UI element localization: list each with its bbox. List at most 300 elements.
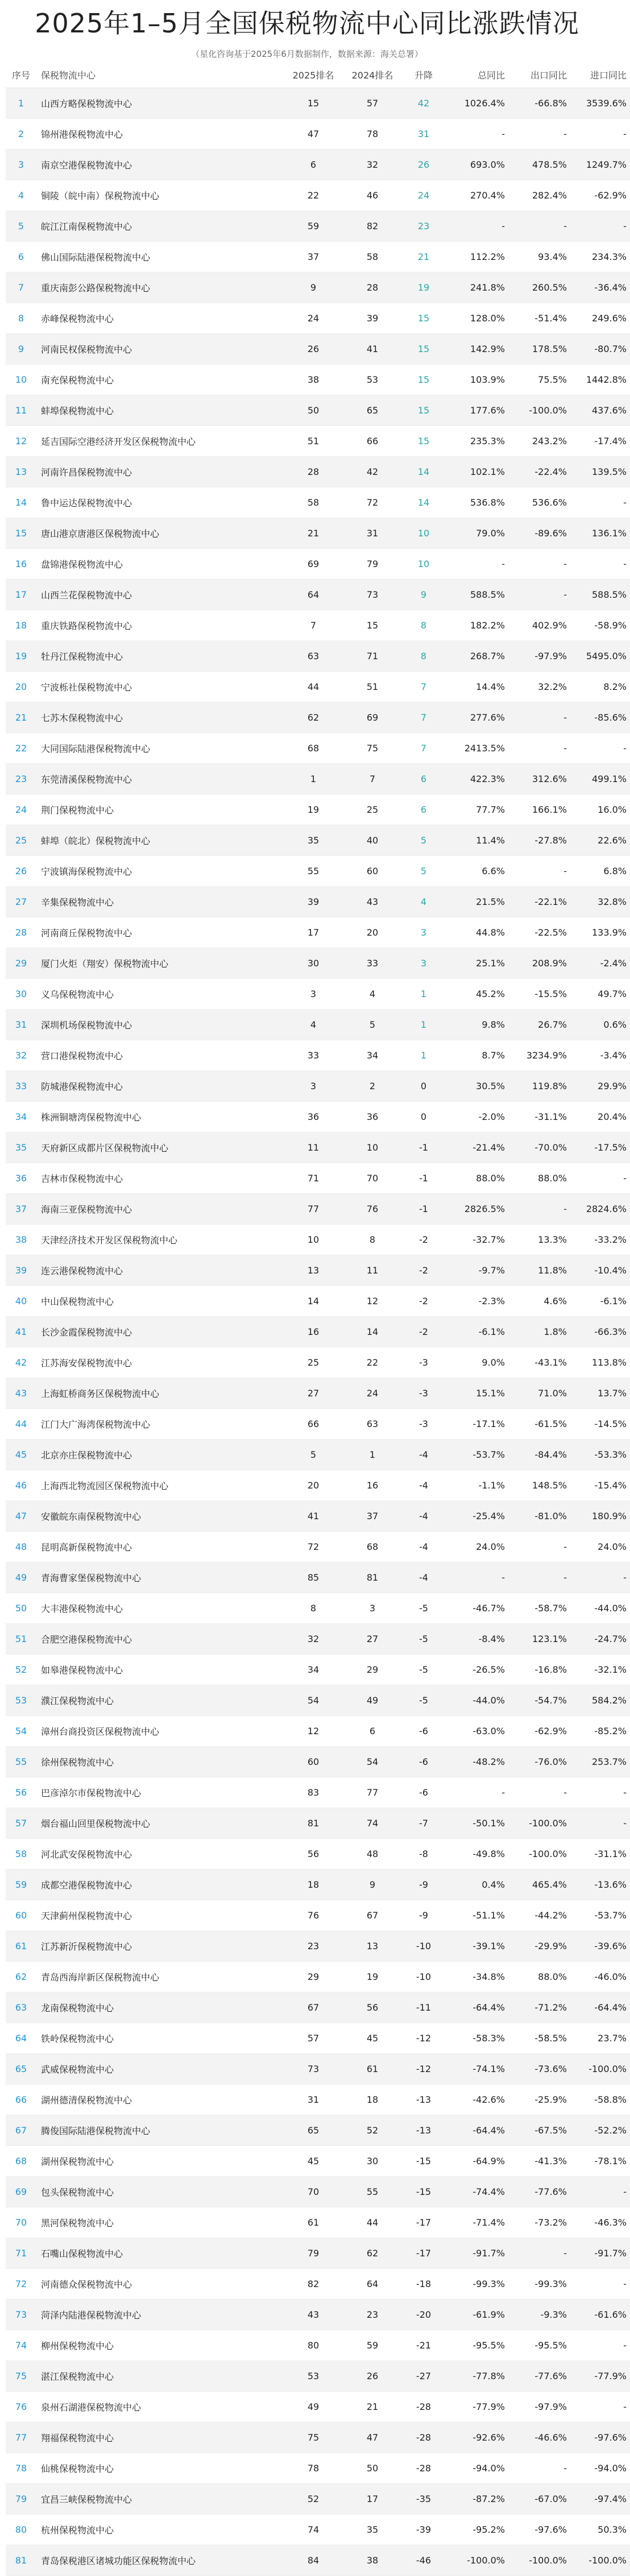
total-yoy-cell: -64.9% xyxy=(445,2146,508,2177)
total-yoy-cell: -44.0% xyxy=(445,1685,508,1716)
export-yoy-cell: -100.0% xyxy=(508,1808,570,1839)
import-yoy-cell: -100.0% xyxy=(570,2545,630,2576)
table-row xyxy=(6,1040,630,1071)
rank-2024-cell: 38 xyxy=(343,2545,402,2576)
table-row xyxy=(6,1255,630,1286)
table-row xyxy=(6,610,630,641)
row-index-cell: 8 xyxy=(6,303,36,334)
center-name-cell: 湛江保税物流中心 xyxy=(36,2361,284,2392)
row-index-cell: 14 xyxy=(6,487,36,518)
total-yoy-cell: -91.7% xyxy=(445,2238,508,2269)
center-name-cell: 南充保税物流中心 xyxy=(36,365,284,395)
table-row xyxy=(6,733,630,764)
header-export-yoy: 出口同比 xyxy=(508,61,570,88)
row-index-cell: 30 xyxy=(6,979,36,1010)
table-body xyxy=(6,88,630,2576)
rank-2025-cell: 62 xyxy=(284,702,343,733)
row-index-cell: 59 xyxy=(6,1870,36,1900)
center-name-cell: 天府新区成都片区保税物流中心 xyxy=(36,1132,284,1163)
rank-2024-cell: 48 xyxy=(343,1839,402,1870)
rank-2024-cell: 52 xyxy=(343,2115,402,2146)
rank-2024-cell: 56 xyxy=(343,1992,402,2023)
export-yoy-cell: -41.3% xyxy=(508,2146,570,2177)
row-index-cell: 40 xyxy=(6,1286,36,1317)
rank-2025-cell: 24 xyxy=(284,303,343,334)
rank-change-cell: -15 xyxy=(402,2146,445,2177)
rank-change-cell: -12 xyxy=(402,2023,445,2054)
rank-2025-cell: 36 xyxy=(284,1102,343,1132)
row-index-cell: 70 xyxy=(6,2207,36,2238)
import-yoy-cell: 6.8% xyxy=(570,856,630,887)
total-yoy-cell: -100.0% xyxy=(445,2545,508,2576)
center-name-cell: 七苏木保税物流中心 xyxy=(36,702,284,733)
rank-2025-cell: 20 xyxy=(284,1470,343,1501)
table-row xyxy=(6,1470,630,1501)
table-row xyxy=(6,979,630,1010)
total-yoy-cell: 2826.5% xyxy=(445,1194,508,1225)
rank-2024-cell: 78 xyxy=(343,119,402,150)
rank-2024-cell: 60 xyxy=(343,856,402,887)
export-yoy-cell: 243.2% xyxy=(508,426,570,457)
rank-2025-cell: 81 xyxy=(284,1808,343,1839)
row-index-cell: 20 xyxy=(6,672,36,702)
export-yoy-cell: -46.6% xyxy=(508,2422,570,2453)
total-yoy-cell: 14.4% xyxy=(445,672,508,702)
rank-change-cell: 14 xyxy=(402,457,445,487)
row-index-cell: 53 xyxy=(6,1685,36,1716)
import-yoy-cell: -3.4% xyxy=(570,1040,630,1071)
rank-change-cell: -21 xyxy=(402,2330,445,2361)
import-yoy-cell: -33.2% xyxy=(570,1225,630,1255)
row-index-cell: 36 xyxy=(6,1163,36,1194)
import-yoy-cell: - xyxy=(570,1163,630,1194)
import-yoy-cell: 3539.6% xyxy=(570,88,630,119)
rank-change-cell: 7 xyxy=(402,672,445,702)
rank-2024-cell: 75 xyxy=(343,733,402,764)
export-yoy-cell: -67.0% xyxy=(508,2484,570,2515)
rank-2025-cell: 26 xyxy=(284,334,343,365)
rank-2024-cell: 36 xyxy=(343,1102,402,1132)
export-yoy-cell: -81.0% xyxy=(508,1501,570,1532)
export-yoy-cell: - xyxy=(508,1777,570,1808)
center-name-cell: 菏泽内陆港保税物流中心 xyxy=(36,2300,284,2330)
table-row xyxy=(6,2207,630,2238)
center-name-cell: 延吉国际空港经济开发区保税物流中心 xyxy=(36,426,284,457)
import-yoy-cell: 113.8% xyxy=(570,1347,630,1378)
rank-2025-cell: 33 xyxy=(284,1040,343,1071)
import-yoy-cell: - xyxy=(570,549,630,580)
rank-change-cell: 15 xyxy=(402,365,445,395)
row-index-cell: 22 xyxy=(6,733,36,764)
row-index-cell: 69 xyxy=(6,2177,36,2207)
total-yoy-cell: -95.5% xyxy=(445,2330,508,2361)
import-yoy-cell: 24.0% xyxy=(570,1532,630,1562)
total-yoy-cell: - xyxy=(445,549,508,580)
import-yoy-cell: 588.5% xyxy=(570,580,630,610)
rank-2024-cell: 72 xyxy=(343,487,402,518)
table-row xyxy=(6,1808,630,1839)
rank-change-cell: -4 xyxy=(402,1532,445,1562)
table-row xyxy=(6,1992,630,2023)
rank-2024-cell: 6 xyxy=(343,1716,402,1747)
table-row xyxy=(6,702,630,733)
center-name-cell: 杭州保税物流中心 xyxy=(36,2515,284,2545)
row-index-cell: 41 xyxy=(6,1317,36,1347)
row-index-cell: 25 xyxy=(6,825,36,856)
center-name-cell: 包头保税物流中心 xyxy=(36,2177,284,2207)
center-name-cell: 北京亦庄保税物流中心 xyxy=(36,1440,284,1470)
rank-change-cell: -11 xyxy=(402,1992,445,2023)
rank-2024-cell: 31 xyxy=(343,518,402,549)
row-index-cell: 11 xyxy=(6,395,36,426)
center-name-cell: 天津蓟州保税物流中心 xyxy=(36,1900,284,1931)
center-name-cell: 合肥空港保税物流中心 xyxy=(36,1624,284,1655)
total-yoy-cell: -87.2% xyxy=(445,2484,508,2515)
table-row xyxy=(6,2177,630,2207)
table-row xyxy=(6,2515,630,2545)
rank-change-cell: -5 xyxy=(402,1593,445,1624)
rank-change-cell: 0 xyxy=(402,1071,445,1102)
import-yoy-cell: - xyxy=(570,1562,630,1593)
import-yoy-cell: -46.0% xyxy=(570,1962,630,1992)
rank-2024-cell: 26 xyxy=(343,2361,402,2392)
table-row xyxy=(6,1409,630,1440)
table-row xyxy=(6,1716,630,1747)
row-index-cell: 2 xyxy=(6,119,36,150)
rank-2025-cell: 44 xyxy=(284,672,343,702)
center-name-cell: 连云港保税物流中心 xyxy=(36,1255,284,1286)
import-yoy-cell: -32.1% xyxy=(570,1655,630,1685)
rank-2024-cell: 62 xyxy=(343,2238,402,2269)
total-yoy-cell: -95.2% xyxy=(445,2515,508,2545)
rank-change-cell: -5 xyxy=(402,1655,445,1685)
center-name-cell: 黑河保税物流中心 xyxy=(36,2207,284,2238)
export-yoy-cell: 71.0% xyxy=(508,1378,570,1409)
center-name-cell: 青海曹家堡保税物流中心 xyxy=(36,1562,284,1593)
total-yoy-cell: 128.0% xyxy=(445,303,508,334)
center-name-cell: 江门大广海湾保税物流中心 xyxy=(36,1409,284,1440)
rank-change-cell: -1 xyxy=(402,1132,445,1163)
rank-2024-cell: 7 xyxy=(343,764,402,795)
import-yoy-cell: -15.4% xyxy=(570,1470,630,1501)
export-yoy-cell: -77.6% xyxy=(508,2361,570,2392)
row-index-cell: 13 xyxy=(6,457,36,487)
table-header-row xyxy=(6,61,630,88)
import-yoy-cell: 437.6% xyxy=(570,395,630,426)
rank-2025-cell: 83 xyxy=(284,1777,343,1808)
total-yoy-cell: 112.2% xyxy=(445,242,508,272)
rank-2025-cell: 37 xyxy=(284,242,343,272)
rank-2024-cell: 8 xyxy=(343,1225,402,1255)
export-yoy-cell: 166.1% xyxy=(508,795,570,825)
table-row xyxy=(6,1440,630,1470)
rank-change-cell: 10 xyxy=(402,549,445,580)
export-yoy-cell: 148.5% xyxy=(508,1470,570,1501)
export-yoy-cell: -31.1% xyxy=(508,1102,570,1132)
rank-2024-cell: 17 xyxy=(343,2484,402,2515)
rank-change-cell: 1 xyxy=(402,1010,445,1040)
center-name-cell: 成都空港保税物流中心 xyxy=(36,1870,284,1900)
rank-2025-cell: 31 xyxy=(284,2085,343,2115)
rank-2024-cell: 57 xyxy=(343,88,402,119)
export-yoy-cell: 32.2% xyxy=(508,672,570,702)
rank-change-cell: -28 xyxy=(402,2453,445,2484)
center-name-cell: 仙桃保税物流中心 xyxy=(36,2453,284,2484)
total-yoy-cell: -2.3% xyxy=(445,1286,508,1317)
export-yoy-cell: -84.4% xyxy=(508,1440,570,1470)
row-index-cell: 1 xyxy=(6,88,36,119)
rank-2024-cell: 20 xyxy=(343,917,402,948)
rank-2025-cell: 56 xyxy=(284,1839,343,1870)
import-yoy-cell: 180.9% xyxy=(570,1501,630,1532)
import-yoy-cell: -17.5% xyxy=(570,1132,630,1163)
total-yoy-cell: 268.7% xyxy=(445,641,508,672)
center-name-cell: 青岛保税港区诸城功能区保税物流中心 xyxy=(36,2545,284,2576)
rank-2024-cell: 28 xyxy=(343,272,402,303)
total-yoy-cell: 79.0% xyxy=(445,518,508,549)
rank-2025-cell: 65 xyxy=(284,2115,343,2146)
row-index-cell: 26 xyxy=(6,856,36,887)
rank-change-cell: 3 xyxy=(402,917,445,948)
center-name-cell: 东莞清溪保税物流中心 xyxy=(36,764,284,795)
export-yoy-cell: -25.9% xyxy=(508,2085,570,2115)
table-row xyxy=(6,1685,630,1716)
table-row xyxy=(6,487,630,518)
import-yoy-cell: 136.1% xyxy=(570,518,630,549)
import-yoy-cell: -62.9% xyxy=(570,180,630,211)
import-yoy-cell: 23.7% xyxy=(570,2023,630,2054)
export-yoy-cell: -100.0% xyxy=(508,395,570,426)
total-yoy-cell: -50.1% xyxy=(445,1808,508,1839)
rank-2025-cell: 75 xyxy=(284,2422,343,2453)
import-yoy-cell: -31.1% xyxy=(570,1839,630,1870)
total-yoy-cell: -53.7% xyxy=(445,1440,508,1470)
rank-change-cell: 5 xyxy=(402,825,445,856)
export-yoy-cell: -97.6% xyxy=(508,2515,570,2545)
export-yoy-cell: 260.5% xyxy=(508,272,570,303)
import-yoy-cell: -53.3% xyxy=(570,1440,630,1470)
rank-2025-cell: 1 xyxy=(284,764,343,795)
rank-2025-cell: 4 xyxy=(284,1010,343,1040)
table-row xyxy=(6,180,630,211)
table-row xyxy=(6,1010,630,1040)
rank-change-cell: -17 xyxy=(402,2238,445,2269)
rank-change-cell: -7 xyxy=(402,1808,445,1839)
center-name-cell: 河南商丘保税物流中心 xyxy=(36,917,284,948)
rank-2025-cell: 12 xyxy=(284,1716,343,1747)
center-name-cell: 株洲铜塘湾保税物流中心 xyxy=(36,1102,284,1132)
row-index-cell: 74 xyxy=(6,2330,36,2361)
import-yoy-cell: -24.7% xyxy=(570,1624,630,1655)
import-yoy-cell: 234.3% xyxy=(570,242,630,272)
rank-change-cell: 14 xyxy=(402,487,445,518)
import-yoy-cell: -53.7% xyxy=(570,1900,630,1931)
table-row xyxy=(6,2392,630,2422)
rank-change-cell: -46 xyxy=(402,2545,445,2576)
export-yoy-cell: -67.5% xyxy=(508,2115,570,2146)
export-yoy-cell: -62.9% xyxy=(508,1716,570,1747)
total-yoy-cell: -17.1% xyxy=(445,1409,508,1440)
rank-2024-cell: 10 xyxy=(343,1132,402,1163)
row-index-cell: 27 xyxy=(6,887,36,917)
table-row xyxy=(6,887,630,917)
table-row xyxy=(6,672,630,702)
rank-2025-cell: 15 xyxy=(284,88,343,119)
table-row xyxy=(6,1777,630,1808)
export-yoy-cell: 119.8% xyxy=(508,1071,570,1102)
total-yoy-cell: -42.6% xyxy=(445,2085,508,2115)
total-yoy-cell: 2413.5% xyxy=(445,733,508,764)
row-index-cell: 51 xyxy=(6,1624,36,1655)
table-row xyxy=(6,2085,630,2115)
rank-2025-cell: 85 xyxy=(284,1562,343,1593)
export-yoy-cell: -76.0% xyxy=(508,1747,570,1777)
row-index-cell: 37 xyxy=(6,1194,36,1225)
import-yoy-cell: -80.7% xyxy=(570,334,630,365)
rank-change-cell: 24 xyxy=(402,180,445,211)
export-yoy-cell: - xyxy=(508,580,570,610)
rank-2024-cell: 2 xyxy=(343,1071,402,1102)
export-yoy-cell: - xyxy=(508,1532,570,1562)
rank-2024-cell: 11 xyxy=(343,1255,402,1286)
row-index-cell: 12 xyxy=(6,426,36,457)
total-yoy-cell: -6.1% xyxy=(445,1317,508,1347)
export-yoy-cell: -58.5% xyxy=(508,2023,570,2054)
rank-2024-cell: 54 xyxy=(343,1747,402,1777)
export-yoy-cell: -100.0% xyxy=(508,2545,570,2576)
rank-change-cell: 26 xyxy=(402,150,445,180)
rank-2024-cell: 12 xyxy=(343,1286,402,1317)
rank-2025-cell: 55 xyxy=(284,856,343,887)
export-yoy-cell: - xyxy=(508,119,570,150)
table-row xyxy=(6,1532,630,1562)
table-row xyxy=(6,2115,630,2146)
row-index-cell: 80 xyxy=(6,2515,36,2545)
rank-2024-cell: 71 xyxy=(343,641,402,672)
rank-2025-cell: 63 xyxy=(284,641,343,672)
export-yoy-cell: -29.9% xyxy=(508,1931,570,1962)
table-row xyxy=(6,1378,630,1409)
row-index-cell: 54 xyxy=(6,1716,36,1747)
table-row xyxy=(6,917,630,948)
center-name-cell: 河南许昌保税物流中心 xyxy=(36,457,284,487)
export-yoy-cell: 123.1% xyxy=(508,1624,570,1655)
export-yoy-cell: - xyxy=(508,549,570,580)
center-name-cell: 皖江江南保税物流中心 xyxy=(36,211,284,242)
total-yoy-cell: 11.4% xyxy=(445,825,508,856)
rank-2025-cell: 38 xyxy=(284,365,343,395)
rank-2024-cell: 23 xyxy=(343,2300,402,2330)
center-name-cell: 山西方略保税物流中心 xyxy=(36,88,284,119)
table-row xyxy=(6,457,630,487)
rank-2025-cell: 50 xyxy=(284,395,343,426)
center-name-cell: 佛山国际陆港保税物流中心 xyxy=(36,242,284,272)
import-yoy-cell: -36.4% xyxy=(570,272,630,303)
import-yoy-cell: 49.7% xyxy=(570,979,630,1010)
rank-2025-cell: 11 xyxy=(284,1132,343,1163)
table-row xyxy=(6,1102,630,1132)
rank-2025-cell: 66 xyxy=(284,1409,343,1440)
rank-change-cell: 15 xyxy=(402,334,445,365)
export-yoy-cell: 536.6% xyxy=(508,487,570,518)
rank-2025-cell: 64 xyxy=(284,580,343,610)
total-yoy-cell: 25.1% xyxy=(445,948,508,979)
export-yoy-cell: -89.6% xyxy=(508,518,570,549)
row-index-cell: 3 xyxy=(6,150,36,180)
export-yoy-cell: - xyxy=(508,1194,570,1225)
import-yoy-cell: 8.2% xyxy=(570,672,630,702)
total-yoy-cell: 1026.4% xyxy=(445,88,508,119)
rank-2025-cell: 21 xyxy=(284,518,343,549)
table-row xyxy=(6,2054,630,2085)
table-row xyxy=(6,1562,630,1593)
rank-2025-cell: 3 xyxy=(284,1071,343,1102)
rank-2025-cell: 34 xyxy=(284,1655,343,1685)
rank-2024-cell: 16 xyxy=(343,1470,402,1501)
table-row xyxy=(6,2238,630,2269)
center-name-cell: 河南德众保税物流中心 xyxy=(36,2269,284,2300)
rank-2024-cell: 73 xyxy=(343,580,402,610)
table-row xyxy=(6,334,630,365)
center-name-cell: 巴彦淖尔市保税物流中心 xyxy=(36,1777,284,1808)
center-name-cell: 锦州港保税物流中心 xyxy=(36,119,284,150)
rank-2025-cell: 84 xyxy=(284,2545,343,2576)
export-yoy-cell: -100.0% xyxy=(508,1839,570,1870)
rank-2024-cell: 61 xyxy=(343,2054,402,2085)
row-index-cell: 63 xyxy=(6,1992,36,2023)
table-row xyxy=(6,1655,630,1685)
table-row xyxy=(6,1225,630,1255)
rank-change-cell: 6 xyxy=(402,795,445,825)
center-name-cell: 青岛西海岸新区保税物流中心 xyxy=(36,1962,284,1992)
import-yoy-cell: - xyxy=(570,487,630,518)
import-yoy-cell: 0.6% xyxy=(570,1010,630,1040)
total-yoy-cell: -39.1% xyxy=(445,1931,508,1962)
export-yoy-cell: 478.5% xyxy=(508,150,570,180)
export-yoy-cell: 11.8% xyxy=(508,1255,570,1286)
import-yoy-cell: - xyxy=(570,119,630,150)
rank-2024-cell: 64 xyxy=(343,2269,402,2300)
center-name-cell: 深圳机场保税物流中心 xyxy=(36,1010,284,1040)
rank-2024-cell: 74 xyxy=(343,1808,402,1839)
table-row xyxy=(6,856,630,887)
rank-2024-cell: 32 xyxy=(343,150,402,180)
table-row xyxy=(6,1286,630,1317)
row-index-cell: 77 xyxy=(6,2422,36,2453)
center-name-cell: 鲁中运达保税物流中心 xyxy=(36,487,284,518)
rank-change-cell: -3 xyxy=(402,1378,445,1409)
rank-2024-cell: 37 xyxy=(343,1501,402,1532)
center-name-cell: 上海西北物流园区保税物流中心 xyxy=(36,1470,284,1501)
export-yoy-cell: - xyxy=(508,702,570,733)
table-row xyxy=(6,2361,630,2392)
export-yoy-cell: -16.8% xyxy=(508,1655,570,1685)
row-index-cell: 81 xyxy=(6,2545,36,2576)
rank-change-cell: 10 xyxy=(402,518,445,549)
export-yoy-cell: -99.3% xyxy=(508,2269,570,2300)
total-yoy-cell: 102.1% xyxy=(445,457,508,487)
table-row xyxy=(6,641,630,672)
rank-2025-cell: 13 xyxy=(284,1255,343,1286)
row-index-cell: 4 xyxy=(6,180,36,211)
row-index-cell: 35 xyxy=(6,1132,36,1163)
total-yoy-cell: 536.8% xyxy=(445,487,508,518)
import-yoy-cell: 32.8% xyxy=(570,887,630,917)
import-yoy-cell: - xyxy=(570,2330,630,2361)
row-index-cell: 44 xyxy=(6,1409,36,1440)
rank-2024-cell: 9 xyxy=(343,1870,402,1900)
rank-2024-cell: 53 xyxy=(343,365,402,395)
